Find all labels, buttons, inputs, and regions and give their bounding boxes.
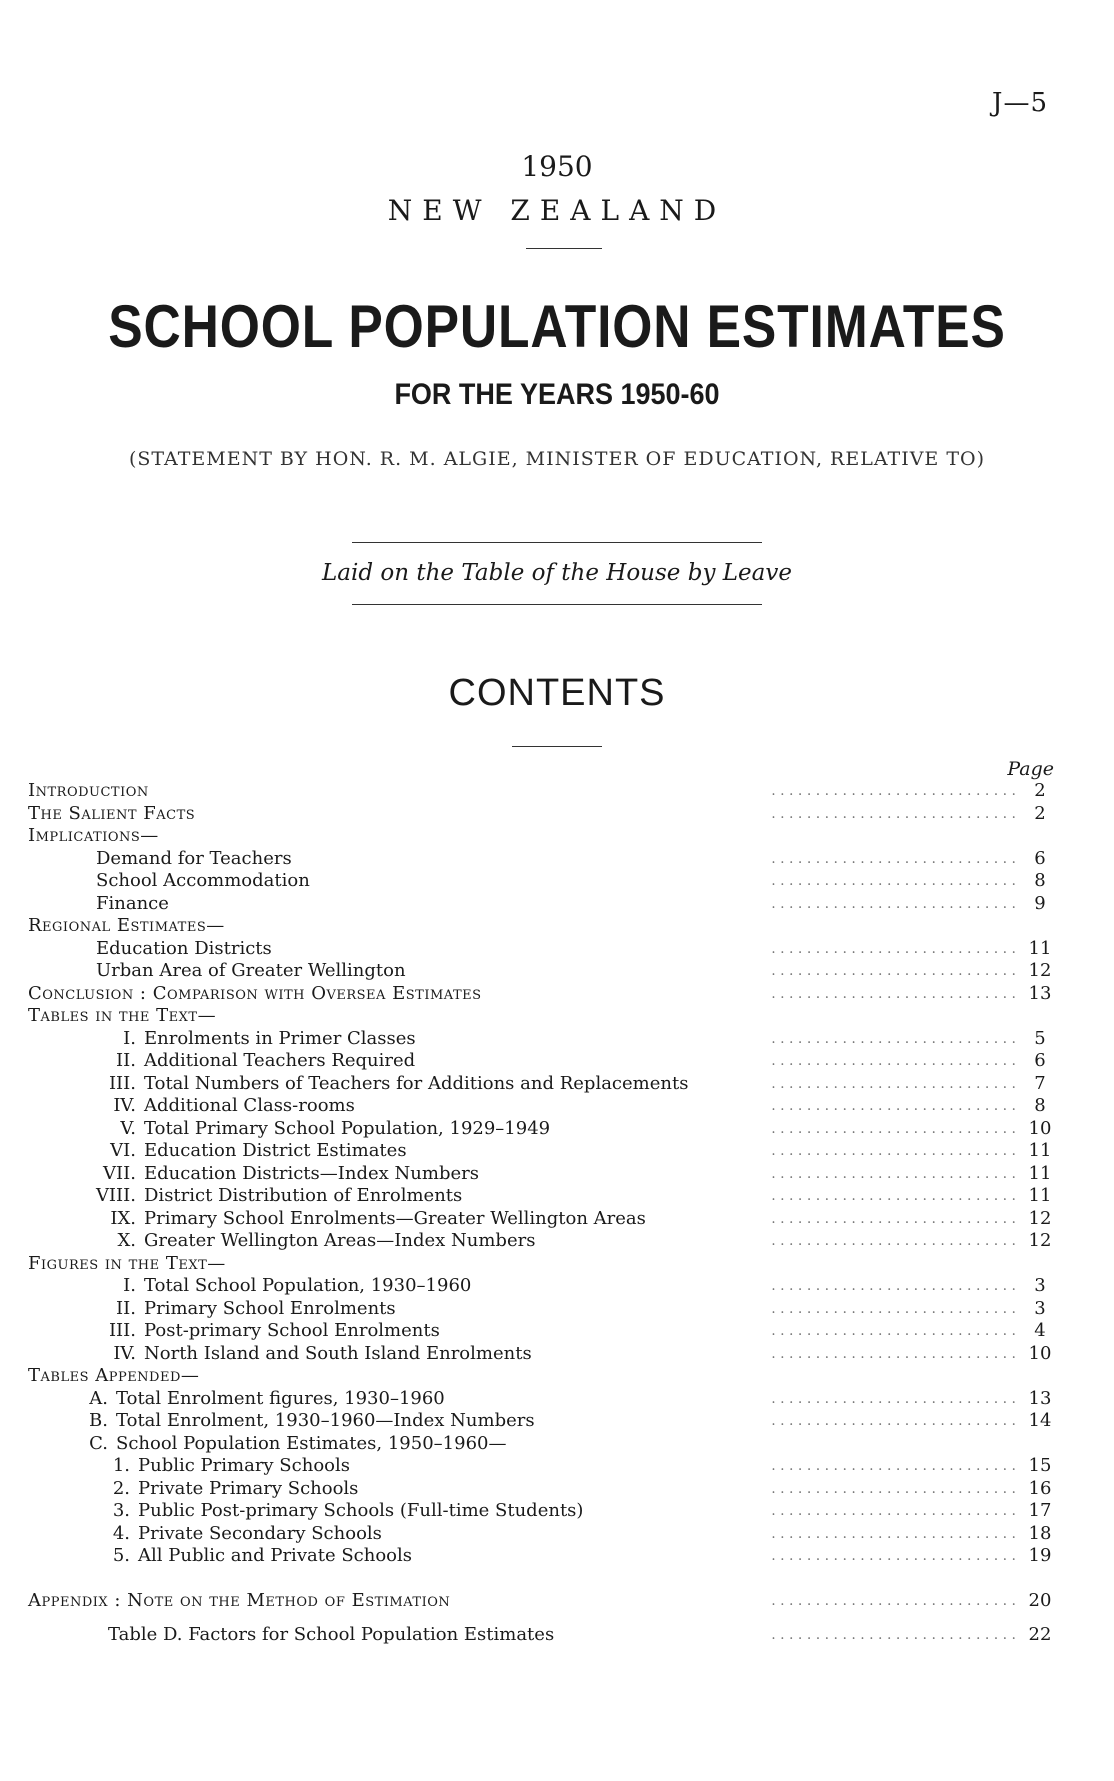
toc-entry-label: Public Primary Schools: [138, 1455, 350, 1476]
toc-page-number: 6: [1034, 847, 1046, 869]
toc-entry-label: North Island and South Island Enrolments: [144, 1342, 532, 1364]
toc-entry-number: II.: [116, 1297, 136, 1319]
toc-entry-label: Finance: [96, 892, 169, 914]
divider: [352, 604, 762, 605]
toc-entry-number: IV.: [113, 1342, 136, 1364]
toc-entry: [28, 1455, 1058, 1478]
toc-page-number: 16: [1028, 1477, 1052, 1499]
toc-entry-number: IX.: [110, 1207, 136, 1229]
toc-entry-number: VI.: [110, 1140, 136, 1161]
dot-leader: . . . . . . . . . . . . . . . . . . . . . . . . . . . .: [771, 1053, 1016, 1069]
toc-entry-label: Total School Population, 1930–1960: [144, 1275, 472, 1296]
toc-entry: [28, 848, 1058, 871]
toc-entry: [28, 1140, 1058, 1163]
toc-entry-label: District Distribution of Enrolments: [144, 1185, 463, 1206]
toc-page-number: 20: [1028, 1589, 1052, 1611]
dot-leader: . . . . . . . . . . . . . . . . . . . . . . . . . . . .: [771, 1075, 1016, 1092]
toc-entry: [28, 1253, 1058, 1276]
toc-entry-label: Education Districts: [96, 937, 272, 959]
toc-entry-label: Total Enrolment figures, 1930–1960: [116, 1387, 445, 1409]
toc-page-number: 22: [1028, 1624, 1052, 1645]
toc-entry: [28, 1523, 1058, 1546]
dot-leader: . . . . . . . . . . . . . . . . . . . . . . . . . . . .: [771, 850, 1016, 867]
toc-entry: [28, 1410, 1058, 1433]
toc-entry: [28, 938, 1058, 961]
toc-entry: [28, 1500, 1058, 1523]
document-subtitle: FOR THE YEARS 1950-60: [394, 378, 720, 411]
toc-page-number: 3: [1034, 1275, 1046, 1296]
dot-leader: . . . . . . . . . . . . . . . . . . . . . . . . . . . .: [771, 1165, 1016, 1182]
toc-entry-label: Table D. Factors for School Population Estimates: [108, 1624, 555, 1645]
toc-page-number: 13: [1028, 982, 1052, 1004]
dot-leader: . . . . . . . . . . . . . . . . . . . . . . . . . . . .: [771, 1233, 1016, 1249]
toc-entry: [28, 1478, 1058, 1501]
toc-page-number: 17: [1028, 1500, 1052, 1521]
toc-entry-label: Enrolments in Primer Classes: [144, 1027, 416, 1049]
toc-page-number: 11: [1028, 937, 1052, 959]
toc-page-number: 8: [1034, 870, 1046, 891]
dot-leader: . . . . . . . . . . . . . . . . . . . . . . . . . . . .: [771, 1413, 1016, 1429]
toc-entry-label: Introduction: [28, 780, 149, 801]
dot-leader: . . . . . . . . . . . . . . . . . . . . . . . . . . . .: [771, 1525, 1016, 1542]
toc-entry-label: Tables Appended—: [28, 1365, 200, 1386]
toc-entry-number: 2.: [112, 1477, 130, 1499]
toc-entry: [28, 1050, 1058, 1073]
toc-entry-label: Public Post-primary Schools (Full-time Students): [138, 1500, 584, 1521]
toc-entry-number: 3.: [112, 1500, 130, 1521]
country-name: NEW ZEALAND: [387, 194, 727, 227]
toc-entry: [28, 1005, 1058, 1028]
dot-leader: . . . . . . . . . . . . . . . . . . . . . . . . . . . .: [771, 1098, 1016, 1114]
dot-leader: . . . . . . . . . . . . . . . . . . . . . . . . . . . .: [771, 1188, 1016, 1204]
toc-entry: [28, 1185, 1058, 1208]
toc-entry-label: Appendix : Note on the Method of Estimation: [28, 1589, 451, 1611]
divider: [512, 746, 602, 747]
toc-entry-label: The Salient Facts: [28, 802, 196, 824]
toc-entry-label: Demand for Teachers: [96, 847, 292, 869]
divider: [352, 542, 762, 543]
toc-entry: [28, 1320, 1058, 1343]
toc-entry-number: I.: [123, 1275, 136, 1296]
toc-entry-label: Education District Estimates: [144, 1140, 407, 1161]
toc-page-number: 12: [1028, 1207, 1052, 1229]
toc-entry-label: Greater Wellington Areas—Index Numbers: [144, 1230, 536, 1251]
toc-entry-label: Total Enrolment, 1930–1960—Index Numbers: [116, 1410, 535, 1431]
dot-leader: . . . . . . . . . . . . . . . . . . . . . . . . . . . .: [771, 805, 1016, 822]
toc-entry: [28, 983, 1058, 1006]
toc-entry: [28, 893, 1058, 916]
dot-leader: . . . . . . . . . . . . . . . . . . . . . . . . . . . .: [771, 1548, 1016, 1564]
toc-page-number: 9: [1034, 892, 1046, 914]
toc-entry: [28, 780, 1058, 803]
toc-page-number: 11: [1028, 1140, 1052, 1161]
toc-entry-label: School Accommodation: [96, 870, 310, 891]
table-of-contents: [28, 780, 1058, 1647]
toc-entry-label: Conclusion : Comparison with Oversea Estimates: [28, 982, 482, 1004]
toc-entry-number: B.: [89, 1410, 108, 1431]
dot-leader: . . . . . . . . . . . . . . . . . . . . . . . . . . . .: [771, 1390, 1016, 1407]
toc-entry-number: III.: [108, 1072, 136, 1094]
toc-entry: [28, 1208, 1058, 1231]
dot-leader: . . . . . . . . . . . . . . . . . . . . . . . . . . . .: [771, 1480, 1016, 1497]
toc-entry-number: X.: [117, 1230, 136, 1251]
toc-entry-label: Private Primary Schools: [138, 1477, 359, 1499]
toc-entry-number: 4.: [112, 1522, 130, 1544]
report-year: 1950: [521, 150, 593, 183]
dot-leader: . . . . . . . . . . . . . . . . . . . . . . . . . . . .: [771, 1278, 1016, 1294]
dot-leader: . . . . . . . . . . . . . . . . . . . . . . . . . . . .: [771, 940, 1016, 957]
dot-leader: . . . . . . . . . . . . . . . . . . . . . . . . . . . .: [771, 1592, 1016, 1609]
laid-on-table-note: Laid on the Table of the House by Leave: [322, 560, 792, 586]
document-title: SCHOOL POPULATION ESTIMATES: [108, 293, 1006, 360]
toc-entry-number: V.: [120, 1117, 136, 1139]
toc-entry-label: Additional Teachers Required: [144, 1050, 416, 1071]
dot-leader: . . . . . . . . . . . . . . . . . . . . . . . . . . . .: [771, 1120, 1016, 1137]
dot-leader: . . . . . . . . . . . . . . . . . . . . . . . . . . . .: [771, 1210, 1016, 1227]
toc-entry-number: III.: [108, 1320, 136, 1341]
toc-entry-number: I.: [123, 1027, 136, 1049]
toc-entry-label: Implications—: [28, 825, 159, 846]
toc-entry-label: Figures in the Text—: [28, 1252, 226, 1274]
toc-page-number: 4: [1034, 1320, 1046, 1341]
toc-entry: [28, 1433, 1058, 1456]
dot-leader: . . . . . . . . . . . . . . . . . . . . . . . . . . . .: [771, 1300, 1016, 1317]
toc-page-number: 8: [1034, 1095, 1046, 1116]
toc-entry: [28, 960, 1058, 983]
page-column-label: Page: [1007, 758, 1054, 780]
toc-page-number: 11: [1028, 1162, 1052, 1184]
toc-entry: [28, 803, 1058, 826]
ministerial-statement: (STATEMENT BY HON. R. M. ALGIE, MINISTER OF EDUCATION, RELATIVE TO): [128, 448, 985, 470]
toc-page-number: 12: [1028, 960, 1052, 981]
toc-entry-number: IV.: [113, 1095, 136, 1116]
toc-page-number: 6: [1034, 1050, 1046, 1071]
toc-entry: [28, 915, 1058, 938]
toc-entry-number: 5.: [112, 1545, 130, 1566]
toc-entry: [28, 1095, 1058, 1118]
toc-entry-label: All Public and Private Schools: [138, 1545, 412, 1566]
toc-entry-number: II.: [116, 1050, 136, 1071]
toc-page-number: 11: [1028, 1185, 1052, 1206]
toc-entry-label: Private Secondary Schools: [138, 1522, 382, 1544]
toc-entry: [28, 825, 1058, 848]
toc-page-number: 19: [1028, 1545, 1052, 1566]
toc-entry-label: Total Primary School Population, 1929–1949: [144, 1117, 551, 1139]
dot-leader: . . . . . . . . . . . . . . . . . . . . . . . . . . . .: [771, 1030, 1016, 1047]
toc-page-number: 15: [1028, 1455, 1052, 1476]
dot-leader: . . . . . . . . . . . . . . . . . . . . . . . . . . . .: [771, 1458, 1016, 1474]
dot-leader: . . . . . . . . . . . . . . . . . . . . . . . . . . . .: [771, 1627, 1016, 1643]
dot-leader: . . . . . . . . . . . . . . . . . . . . . . . . . . . .: [771, 1503, 1016, 1519]
toc-entry-label: Total Numbers of Teachers for Additions and Replacements: [144, 1072, 689, 1094]
toc-page-number: 18: [1028, 1522, 1052, 1544]
toc-entry-number: VII.: [103, 1162, 136, 1184]
toc-entry-label: Education Districts—Index Numbers: [144, 1162, 479, 1184]
dot-leader: . . . . . . . . . . . . . . . . . . . . . . . . . . . .: [771, 1345, 1016, 1362]
dot-leader: . . . . . . . . . . . . . . . . . . . . . . . . . . . .: [771, 1323, 1016, 1339]
toc-entry: [28, 870, 1058, 893]
toc-entry-label: Primary School Enrolments—Greater Wellington Areas: [144, 1207, 646, 1229]
toc-entry: [28, 1388, 1058, 1411]
divider: [526, 248, 602, 249]
toc-entry: [28, 1230, 1058, 1253]
dot-leader: . . . . . . . . . . . . . . . . . . . . . . . . . . . .: [771, 895, 1016, 912]
toc-entry-label: Tables in the Text—: [28, 1005, 217, 1026]
toc-entry-label: Primary School Enrolments: [144, 1297, 396, 1319]
dot-leader: . . . . . . . . . . . . . . . . . . . . . . . . . . . .: [771, 873, 1016, 889]
toc-entry-label: Post-primary School Enrolments: [144, 1320, 440, 1341]
toc-page-number: 5: [1034, 1027, 1046, 1049]
toc-entry: [28, 1343, 1058, 1366]
toc-entry: [28, 1365, 1058, 1388]
toc-entry-label: School Population Estimates, 1950–1960—: [116, 1432, 507, 1454]
toc-page-number: 3: [1034, 1297, 1046, 1319]
toc-entry-number: 1.: [112, 1455, 130, 1476]
toc-entry: [28, 1028, 1058, 1051]
toc-entry-number: A.: [89, 1387, 108, 1409]
toc-page-number: 14: [1028, 1410, 1052, 1431]
dot-leader: . . . . . . . . . . . . . . . . . . . . . . . . . . . .: [771, 1143, 1016, 1159]
toc-entry: [28, 1163, 1058, 1186]
toc-page-number: 10: [1028, 1117, 1052, 1139]
toc-entry-label: Regional Estimates—: [28, 915, 225, 936]
page-reference: J—5: [992, 88, 1048, 118]
toc-page-number: 13: [1028, 1387, 1052, 1409]
toc-entry-appendix: [28, 1590, 1058, 1613]
toc-entry-number: VIII.: [95, 1185, 136, 1206]
toc-entry-label: Additional Class-rooms: [144, 1095, 355, 1116]
dot-leader: . . . . . . . . . . . . . . . . . . . . . . . . . . . .: [771, 963, 1016, 979]
dot-leader: . . . . . . . . . . . . . . . . . . . . . . . . . . . .: [771, 985, 1016, 1002]
toc-entry: [28, 1073, 1058, 1096]
toc-entry: [28, 1298, 1058, 1321]
toc-entry: [28, 1275, 1058, 1298]
toc-entry: [28, 1118, 1058, 1141]
toc-entry-label: Urban Area of Greater Wellington: [96, 960, 406, 981]
toc-page-number: 12: [1028, 1230, 1052, 1251]
toc-entry: [28, 1545, 1058, 1568]
contents-heading: CONTENTS: [448, 672, 666, 714]
toc-page-number: 7: [1034, 1072, 1046, 1094]
dot-leader: . . . . . . . . . . . . . . . . . . . . . . . . . . . .: [771, 783, 1016, 799]
toc-page-number: 10: [1028, 1342, 1052, 1364]
toc-entry-number: C.: [89, 1432, 108, 1454]
toc-page-number: 2: [1034, 802, 1046, 824]
toc-entry-table-d: [28, 1624, 1058, 1647]
toc-page-number: 2: [1034, 780, 1046, 801]
